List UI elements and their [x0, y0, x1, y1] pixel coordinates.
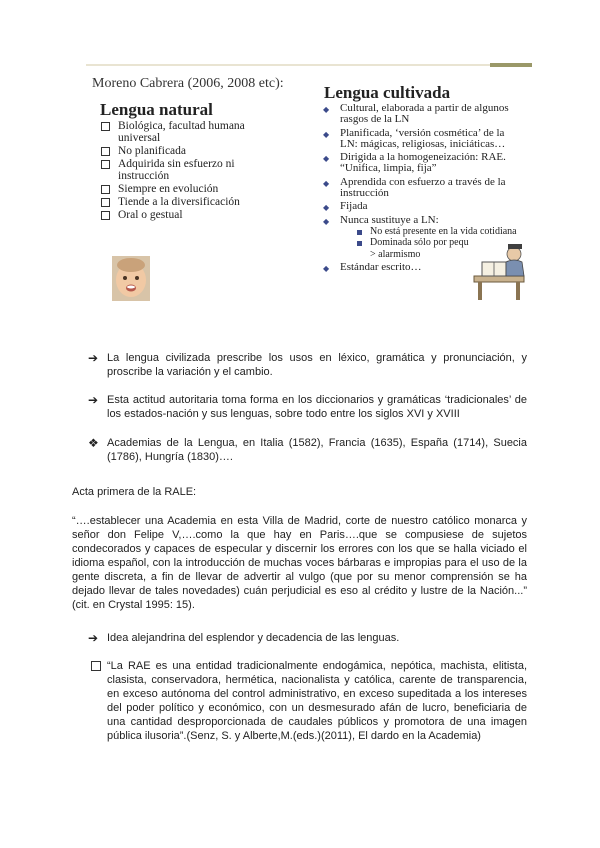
paragraph-acta-primera: Acta primera de la RALE: [72, 486, 197, 498]
list-item: Oral o gestual [100, 209, 285, 221]
slide-accent-bar [490, 63, 532, 67]
square-bullet-icon [357, 241, 362, 246]
left-column-list [100, 120, 285, 222]
left-column-title: Lengua natural [100, 100, 213, 119]
list-item: No planificada [100, 145, 285, 157]
checkbox-icon [101, 198, 110, 207]
arrow-icon: ➔ [88, 631, 99, 645]
bullet-icon: ◆ [323, 178, 330, 188]
checkbox-icon [101, 122, 110, 131]
bullet-icon: ◆ [323, 129, 330, 139]
checkbox-icon [101, 211, 110, 220]
list-item: ◆ Aprendida con esfuerzo a través de la instrucción [323, 175, 506, 200]
paragraph-actitud-autoritaria: Esta actitud autoritaria toma forma en los diccionarios y gramáticas ‘tradicionales’ de los estados-nación y sus lenguas, sobre todo entre los siglos XVI y XVIII [107, 394, 527, 420]
sub-list-item: Dominada sólo por pequ [340, 238, 520, 249]
sub-list-item: > alarmismo [370, 248, 421, 260]
bullet-icon: ◆ [323, 154, 330, 164]
slide-top-rule [86, 64, 532, 66]
bullet-icon: ◆ [323, 216, 330, 226]
slide-image [86, 64, 532, 314]
diamond-bullet-icon: ❖ [88, 436, 99, 450]
square-bullet-icon [357, 230, 362, 235]
quote-rale-acta: “….establecer una Academia en esta Villa de Madrid, corte de nuestro católico monarca y señor don Felipe V,….como la que hay en Paris….que se compusiese de sujetos condecorados y capaces de especular y discernir los errores con los que se halla viciado el idioma español, con la introducción de muchas voces bárbaras e impropias para el uso de la gente discreta, a fin de llevar de advertir al vulgo (que por su menor comprensión se ha dejado llevar de tales novedades) cuán perjudicial es eso al crédito y lustre de la Nación...” (cit. en Crystal 1995: 15). [72, 515, 527, 611]
list-item: ◆ Nunca sustituye a LN: No está presente en la vida cotidiana Dominada sólo por pequ > alarmismo [320, 215, 520, 261]
arrow-icon: ➔ [88, 351, 99, 365]
right-column-title: Lengua cultivada [324, 83, 451, 102]
list-item: ◆ Fijada [323, 200, 368, 213]
list-item: ◆ Estándar escrito… [323, 261, 422, 274]
list-item: ◆ Planificada, ‘versión cosmética’ de la LN: mágicas, religiosas, iniciáticas… [323, 126, 506, 150]
list-item: Adquirida sin esfuerzo ni instrucción [100, 158, 285, 182]
checkbox-icon [101, 160, 110, 169]
baby-photo [112, 256, 150, 301]
bullet-icon: ◆ [323, 264, 330, 274]
reader-clipart [472, 240, 530, 302]
bullet-icon: ◆ [323, 105, 330, 114]
list-item: Biológica, facultad humana universal [100, 120, 285, 144]
checkbox-icon [91, 661, 101, 671]
paragraph-idea-alejandrina: Idea alejandrina del esplendor y decadencia de las lenguas. [107, 632, 400, 644]
paragraph-lengua-civilizada: La lengua civilizada prescribe los usos en léxico, gramática y pronunciación, y proscribe la variación y el cambio. [107, 352, 527, 378]
checkbox-icon [101, 185, 110, 194]
list-item: Tiende a la diversificación [100, 196, 285, 208]
quote-rae-critica: “La RAE es una entidad tradicionalmente endogámica, nepótica, machista, elitista, clasista, conservadora, hermética, nacionalista y católica, carente de transparencia, en exceso autónoma del control administrativo, en exceso supeditada a los intereses del poder político y económico, con un desmesurado afán de lucro, beneficiaria de una cantidad desproporcionada de caudales públicos y promotora de una imagen pública ilusoria”.(Senz, S. y Alberte,M.(eds.)(2011), El dardo en la Academia) [107, 660, 527, 742]
paragraph-academias: Academias de la Lengua, en Italia (1582), Francia (1635), España (1714), Suecia (1786), Hungría (1830)…. [107, 437, 527, 463]
slide-heading: Moreno Cabrera (2006, 2008 etc): [92, 76, 284, 91]
checkbox-icon [101, 147, 110, 156]
sub-list-item: No está presente en la vida cotidiana [340, 227, 520, 238]
bullet-icon: ◆ [323, 203, 330, 213]
list-item: Siempre en evolución [100, 183, 285, 195]
arrow-icon: ➔ [88, 393, 99, 407]
list-item: ◆ Dirigida a la homogeneización: RAE. “Unifica, limpia, fija” [323, 151, 506, 175]
list-item: ◆ Cultural, elaborada a partir de algunos rasgos de la LN [323, 102, 509, 126]
